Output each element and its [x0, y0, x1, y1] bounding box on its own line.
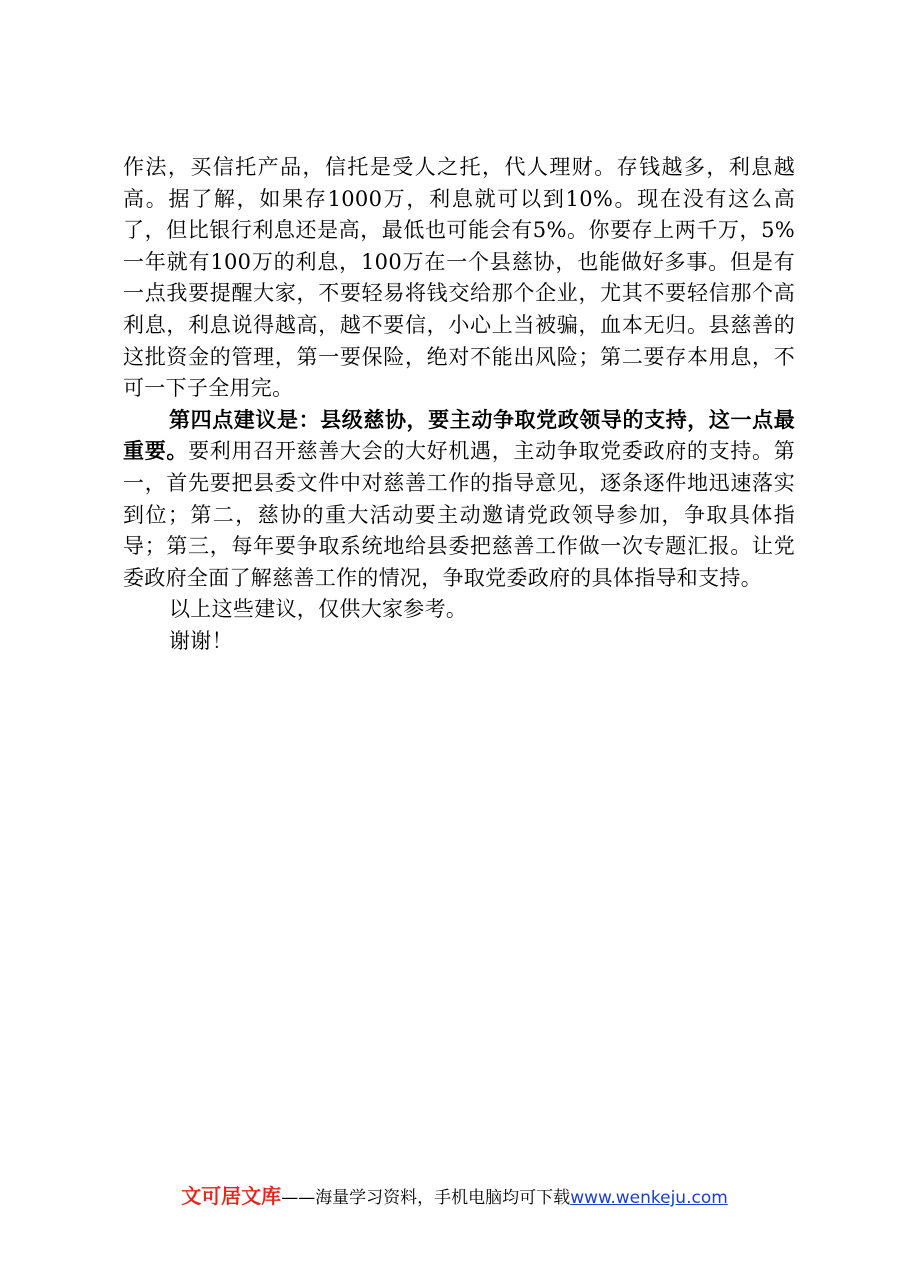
paragraph-2-bold-heading: 第四点建议是：县级慈协，要主动争取党政领导的支持，这一点最重要。 — [123, 407, 795, 464]
footer-watermark — [0, 1180, 909, 1209]
paragraph-2-text: 要利用召开慈善大会的大好机遇，主动争取党委政府的支持。第一，首先要把县委文件中对慈善工作的指导意见，逐条逐件地迅速落实到位；第二，慈协的重大活动要主动邀请党政领导参加，争取具体指导；第三，每年要争取系统地给县委把慈善工作做一次专题汇报。让党委政府全面了解慈善工作的情况，争取党委政府的具体指导和支持。 — [123, 439, 795, 590]
paragraph-1: 作法，买信托产品，信托是受人之托，代人理财。存钱越多，利息越高。据了解，如果存1000万，利息就可以到10%。现在没有这么高了，但比银行利息还是高，最低也可能会有5%。你要存上两千万，5%一年就有100万的利息，100万在一个县慈协，也能做好多事。但是有一点我要提醒大家，不要轻易将钱交给那个企业，尤其不要轻信那个高利息，利息说得越高，越不要信，小心上当被骗，血本无归。县慈善的这批资金的管理，第一要保险，绝对不能出风险；第二要存本用息，不可一下子全用完。 — [123, 155, 795, 401]
paragraph-4: 谢谢！ — [169, 628, 233, 653]
document-body — [123, 152, 795, 658]
footer-tagline: ——海量学习资料，手机电脑均可下载 — [281, 1188, 571, 1208]
paragraph-3: 以上这些建议，仅供大家参考。 — [169, 597, 468, 622]
paragraph-2 — [123, 405, 795, 595]
footer-url-link[interactable]: www.wenkeju.com — [570, 1188, 728, 1208]
footer-brand: 文可居文库 — [181, 1184, 282, 1208]
